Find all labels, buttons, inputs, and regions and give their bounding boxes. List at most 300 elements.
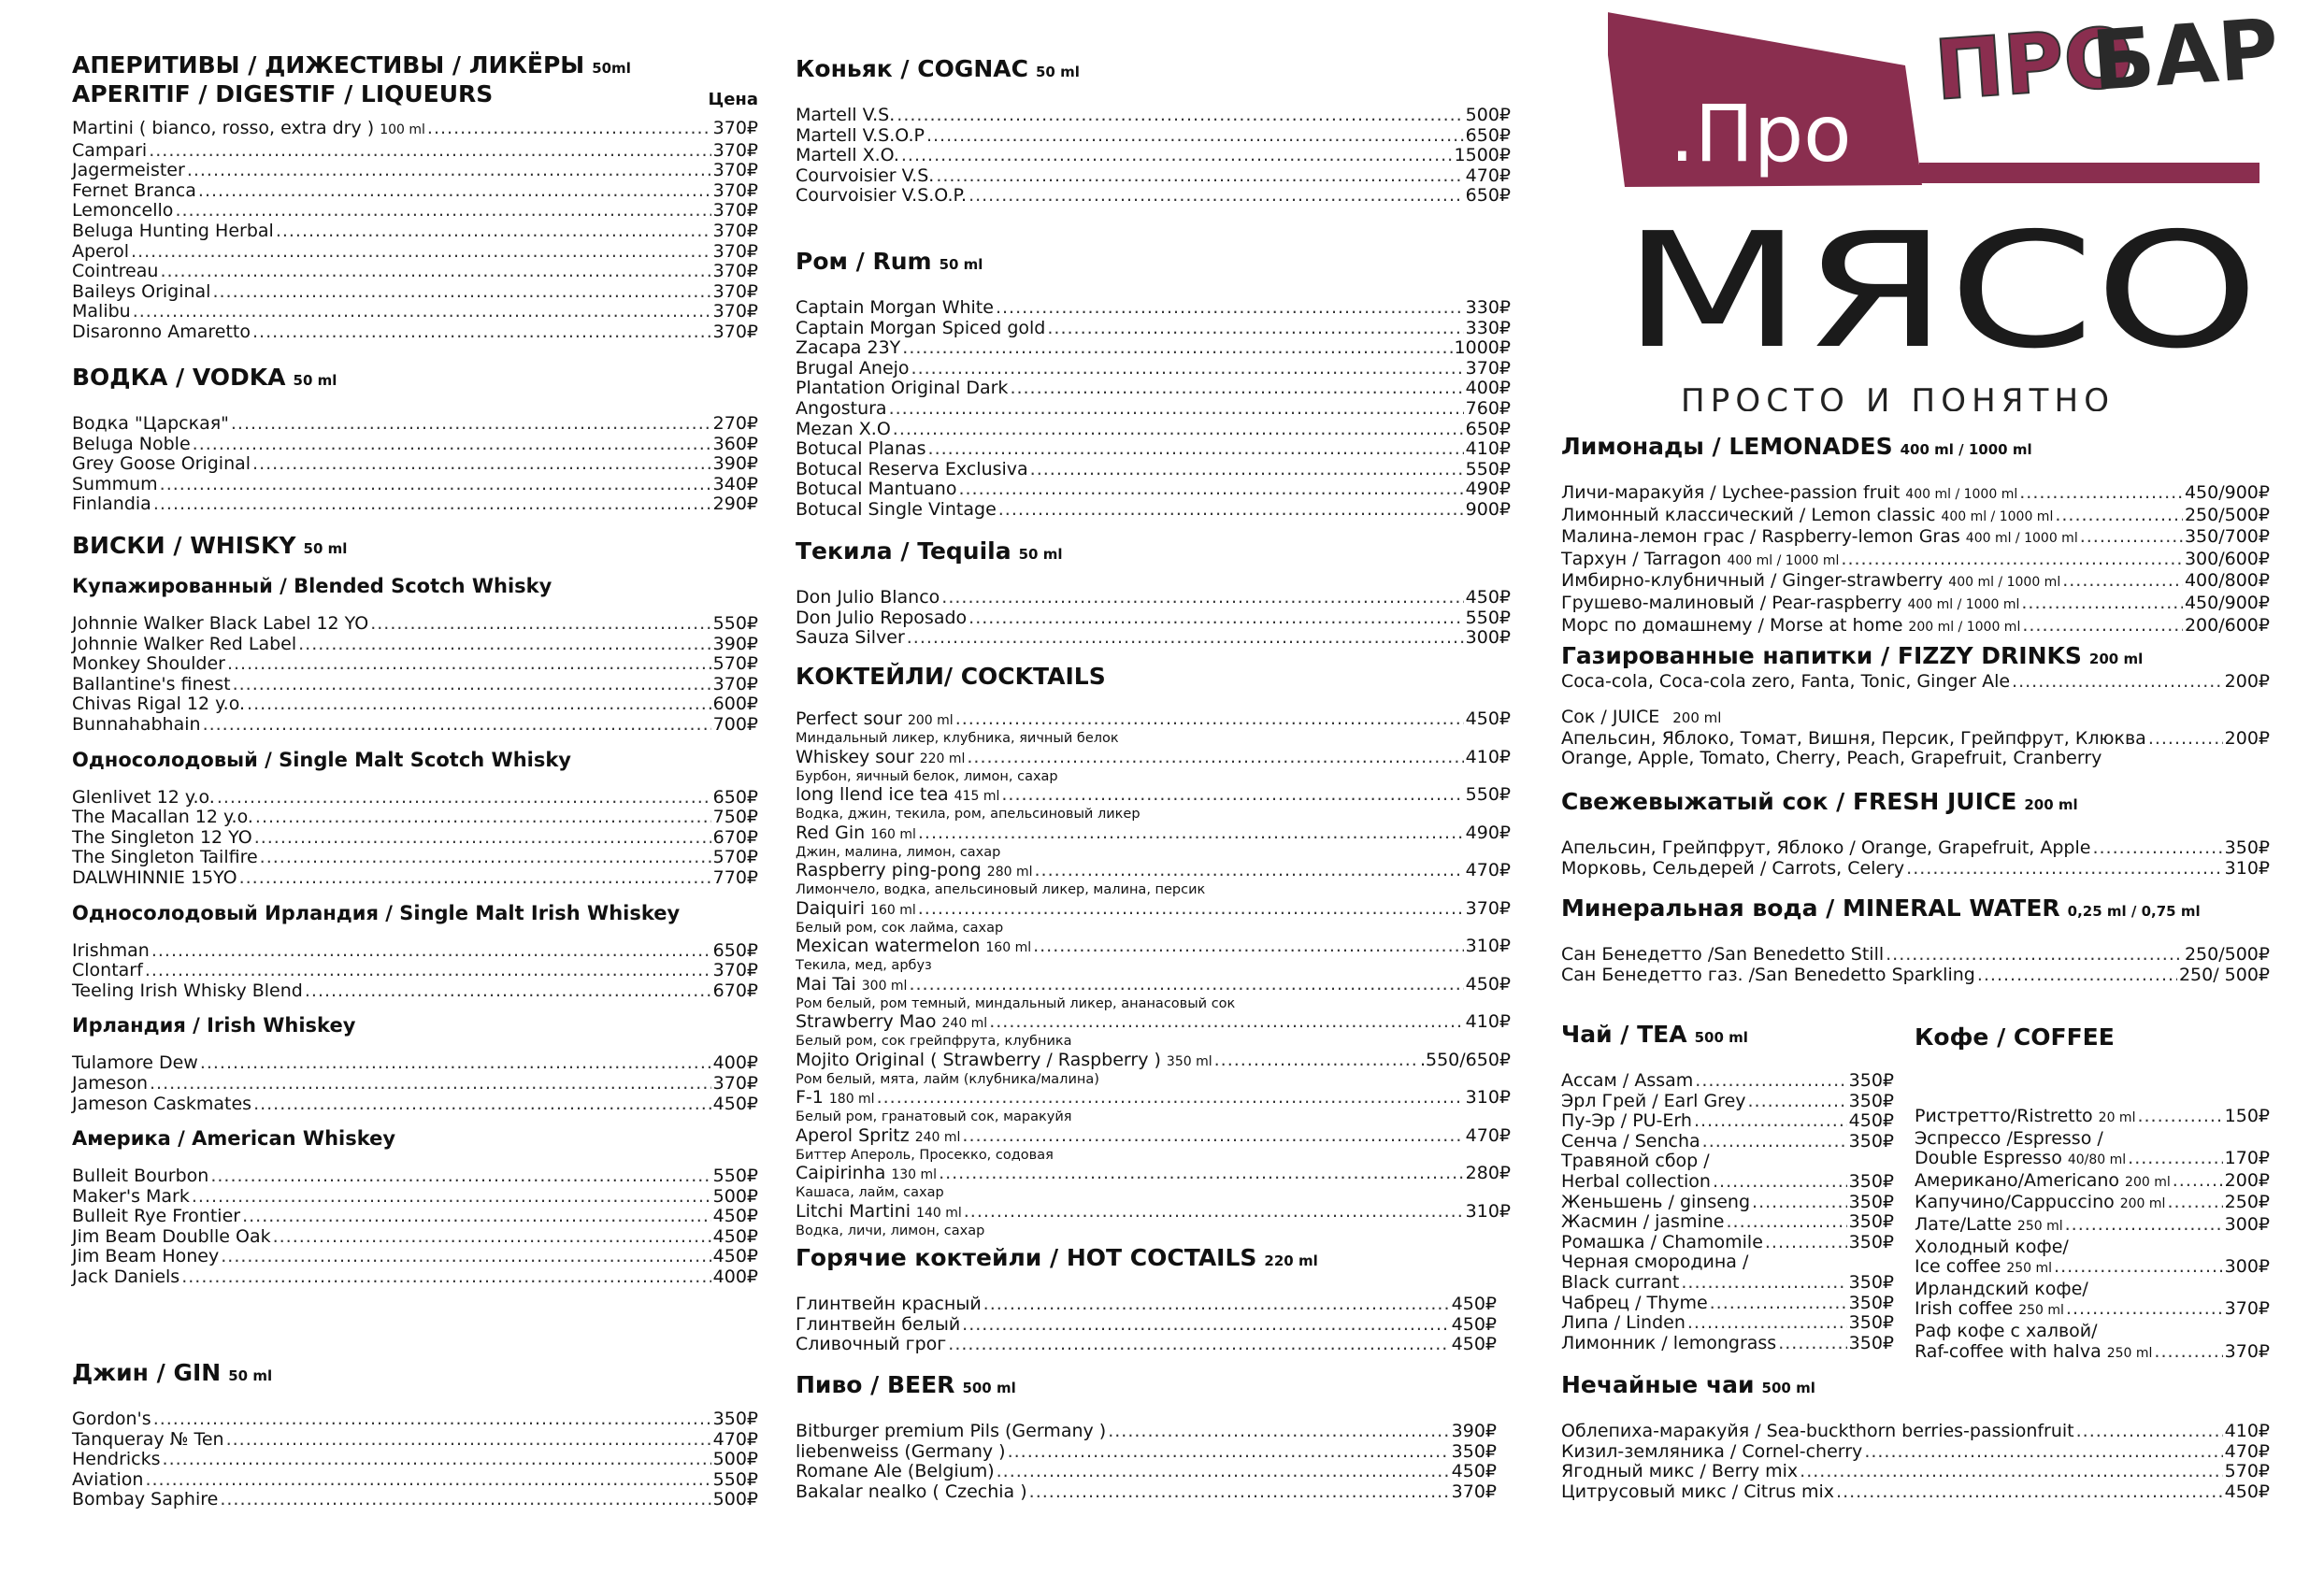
dot-leader [212,282,710,303]
item-name: Морс по домашнему / Morse at home 200 ml / 1000 ml [1561,614,2021,636]
item-price: 450/900₽ [2184,592,2270,613]
item-name: long llend ice tea 415 ml [796,784,1000,805]
menu-item [72,654,758,675]
dot-leader [2076,1422,2223,1442]
dot-leader [893,420,1464,440]
logo-probar [1931,0,2281,119]
dot-leader [153,494,711,515]
menu-item [796,399,1511,420]
dot-leader [198,181,711,202]
item-name: Ягодный микс / Berry mix [1561,1461,1799,1482]
item-price: 370₽ [712,220,758,241]
menu-item [1561,1233,1894,1253]
item-price: 250/ 500₽ [2178,964,2270,985]
dot-leader [936,166,1463,187]
item-price: 290₽ [712,494,758,515]
item-name: Mojito Original ( Strawberry / Raspberry ) 350 ml [796,1049,1212,1070]
dot-leader [2128,1149,2222,1169]
item-price: 390₽ [712,633,758,654]
item-price: 450₽ [1848,1110,1894,1132]
vodka-section [72,365,758,515]
item-name: Bitburger premium Pils (Germany ) [796,1421,1107,1441]
menu-item [72,141,758,162]
menu-item [796,479,1511,500]
menu-item [72,1166,758,1187]
menu-item [72,694,758,715]
menu-item [796,1442,1497,1463]
menu-item [796,1335,1497,1355]
tequila-list [796,588,1511,649]
item-size: 400 ml / 1000 ml [1948,575,2061,591]
dot-leader [1886,945,2183,966]
item-name: Don Julio Blanco [796,587,940,608]
menu-item [796,897,1511,920]
menu-item [72,961,758,981]
item-name: Courvoisier V.S.O.P. [796,185,968,207]
item-name: Raspberry ping-pong 280 ml [796,860,1033,880]
dot-leader [967,749,1463,766]
item-price: 350/700₽ [2184,526,2270,548]
menu-item [1561,1071,1894,1092]
item-price: 350₽ [1848,1231,1894,1252]
item-name: Johnnie Walker Red Label [72,633,297,654]
menu-item [72,435,758,455]
item-name-line: Эспрессо /Espresso / [1915,1127,2103,1149]
item-price: 490₽ [1465,822,1511,843]
menu-item [796,608,1511,629]
item-name: Jack Daniels [72,1266,180,1288]
menu-item [72,242,758,263]
item-name: Tanqueray № Ten [72,1428,224,1450]
item-size: 130 ml [891,1167,938,1182]
item-price: 400₽ [712,1052,758,1074]
menu-item [72,414,758,435]
item-name: Martell V.S. [796,105,896,125]
fizzy-list [1561,672,2270,693]
dot-leader [192,1187,711,1208]
item-name: Lemoncello [72,200,174,222]
item-price: 340₽ [712,473,758,494]
vodka-title: ВОДКА / VODKA 50 ml [72,364,337,391]
item-price: 370₽ [712,179,758,201]
item-size: 200 ml / 1000 ml [1908,619,2021,635]
menu-item [1561,1212,1894,1233]
dot-leader [2167,1193,2222,1213]
cocktail-description: Ром белый, ром темный, миндальный ликер, ананасовый сок [796,995,1236,1011]
dot-leader [2173,1171,2223,1192]
dot-leader [203,715,711,736]
item-name: Лате/Latte 250 ml [1915,1213,2063,1235]
cognac-list [796,106,1511,207]
dot-leader [962,1315,1449,1336]
item-price: 370₽ [712,160,758,181]
menu-item [796,146,1511,166]
item-price: 280₽ [1465,1163,1511,1183]
dot-leader [193,435,711,455]
dot-leader [901,146,1453,166]
menu-item [796,126,1511,147]
item-price: 390₽ [1451,1421,1497,1441]
item-name: Clontarf [72,960,143,981]
menu-item [1561,1172,1894,1193]
item-name: Romane Ale (Belgium) [796,1461,995,1482]
item-name: Кизил-земляника / Cornel-cherry [1561,1440,1863,1462]
menu-item [72,222,758,242]
menu-item [796,862,1511,881]
menu-item [72,302,758,322]
item-price: 470₽ [1465,1124,1511,1146]
item-price: 670₽ [712,826,758,848]
item-name: Bulleit Bourbon [72,1166,209,1187]
dot-leader [918,900,1464,918]
dot-leader [239,868,711,889]
item-price: 760₽ [1465,397,1511,419]
dot-leader [2021,594,2183,614]
item-name: Raf-coffee with halva 250 ml [1915,1340,2153,1362]
dot-leader [221,1247,710,1267]
menu-item [1561,1442,2270,1463]
dot-leader [2019,483,2183,504]
dot-leader [160,475,711,495]
item-price: 370₽ [1451,1481,1497,1502]
menu-item [796,338,1511,359]
item-name: Botucal Single Vintage [796,498,997,520]
item-price: 650₽ [1465,124,1511,146]
item-name: Липа / Linden [1561,1312,1686,1334]
menu-item [796,298,1511,319]
item-name: Малина-лемон грас / Raspberry-lemon Gras 400 ml / 1000 ml [1561,526,2078,548]
item-name: Fernet Branca [72,179,196,201]
item-name: Courvoisier V.S. [796,165,935,186]
item-name: Brugal Anejo [796,357,910,379]
item-price: 390₽ [712,453,758,475]
item-name: Finlandia [72,494,151,515]
item-price: 400₽ [712,1266,758,1288]
item-size: 40/80 ml [2067,1152,2127,1168]
item-name: Американо/Americano 200 ml [1915,1169,2171,1191]
menu-item [796,379,1511,399]
dot-leader [210,1166,710,1187]
menu-item [796,937,1511,957]
cocktail-description: Белый ром, гранатовый сок, маракуйя [796,1109,1072,1124]
dot-leader [1001,786,1463,804]
item-size: 200 ml [907,713,954,728]
item-price: 550₽ [712,1468,758,1490]
item-size: 250 ml [2018,1303,2064,1319]
menu-item [796,186,1511,207]
item-price: 310₽ [1465,1200,1511,1222]
item-price: 650₽ [712,786,758,808]
menu-item [796,439,1511,460]
menu-item [1915,1299,2270,1322]
whisky-section [72,533,758,1288]
item-price: 350₽ [1848,1090,1894,1111]
item-price: 350₽ [1848,1130,1894,1152]
menu-item [1561,1313,1894,1334]
item-price: 310₽ [2224,857,2270,879]
dot-leader [1687,1313,1847,1334]
dot-leader [231,414,711,435]
whisky-title: ВИСКИ / WHISKY 50 ml [72,532,348,559]
item-price: 900₽ [1465,498,1511,520]
item-name: Black currant [1561,1271,1680,1293]
cocktail-description: Лимончело, водка, апельсиновый ликер, малина, персик [796,882,1206,897]
item-size: 280 ml [986,865,1033,880]
menu-item [1561,550,2270,572]
cocktail-description: Водка, джин, текила, ром, апельсиновый ликер [796,807,1140,822]
item-name: Лимонный классический / Lemon classic 400 ml / 1000 ml [1561,504,2054,525]
item-name: Captain Morgan Spiced gold [796,317,1046,338]
menu-item [796,824,1511,844]
item-price: 370₽ [2224,1298,2270,1320]
aperitif-title-en: APERITIF / DIGESTIF / LIQUEURS Цена [72,81,758,107]
fresh-juice-title: Свежевыжатый сок / FRESH JUICE 200 ml [1561,788,2078,815]
item-price: 470₽ [712,1428,758,1450]
item-price: 370₽ [1465,897,1511,919]
item-size: 200 ml [2125,1174,2171,1190]
dot-leader [181,1267,710,1288]
logo-underline [1919,163,2259,183]
item-name: Baileys Original [72,280,211,302]
dot-leader [163,1450,711,1470]
item-price: 450₽ [1451,1294,1497,1314]
item-price: 370₽ [712,118,758,138]
item-price: 300/600₽ [2184,548,2270,569]
menu-item [72,981,758,1002]
dot-leader [1214,1052,1418,1069]
menu-item [1561,1294,1894,1314]
dot-leader [1841,550,2183,570]
item-name: Glenlivet 12 y.o. [72,786,215,808]
item-name: Malibu [72,301,131,322]
item-name: Ромашка / Chamomile [1561,1231,1763,1252]
item-price: 370₽ [712,321,758,342]
dot-leader [2154,1342,2222,1363]
dot-leader [2012,672,2223,693]
item-price: 350₽ [1848,1211,1894,1233]
dot-leader [247,694,711,715]
nontea-title: Нечайные чаи 500 ml [1561,1371,1815,1398]
item-name: Summum [72,473,158,494]
dot-leader [902,338,1452,359]
item-name: Plantation Original Dark [796,378,1009,399]
item-price: 350₽ [1848,1292,1894,1313]
item-name: Red Gin 160 ml [796,822,916,843]
menu-item [72,1430,758,1451]
item-price: 570₽ [712,847,758,868]
menu-item [796,710,1511,730]
item-price: 470₽ [2224,1440,2270,1462]
dot-leader [889,399,1464,420]
dot-leader [2137,1107,2222,1127]
nontea-section [1561,1372,2270,1502]
item-name: Сан Бенедетто /San Benedetto Still [1561,944,1885,965]
menu-item [72,675,758,695]
lemonades-list [1561,483,2270,637]
mineral-water-list [1561,945,2270,985]
item-price: 200₽ [2224,671,2270,692]
dot-leader [1906,859,2222,880]
lemonades-title: Лимонады / LEMONADES 400 ml / 1000 ml [1561,433,2032,460]
menu-item [1561,616,2270,638]
menu-item [1561,1462,2270,1482]
item-price: 200₽ [2224,1169,2270,1191]
item-price: 370₽ [712,139,758,161]
dot-leader [1681,1273,1846,1294]
dot-leader [1778,1334,1846,1354]
dot-leader [918,824,1464,842]
rum-list [796,298,1511,521]
item-price: 350₽ [1848,1070,1894,1091]
item-size: 100 ml [380,122,425,137]
item-price: 300₽ [2224,1213,2270,1235]
dot-leader [926,126,1464,147]
menu-item [796,628,1511,649]
fresh-juice-list [1561,838,2270,879]
whisky-group-title: Америка / American Whiskey [72,1127,396,1151]
item-size: 415 ml [954,789,1000,804]
item-name: Teeling Irish Whisky Blend [72,980,303,1001]
item-name: The Singleton Tailfire [72,847,258,868]
menu-item [796,420,1511,440]
dot-leader [1008,1442,1450,1463]
item-price: 250/500₽ [2184,504,2270,525]
dot-leader [252,454,711,475]
coffee-section [1915,1024,2270,1364]
dot-leader [253,1095,711,1115]
item-price: 500₽ [1465,105,1511,125]
menu-item [1915,1171,2270,1194]
dot-leader [133,302,711,322]
item-name: Aperol [72,240,130,262]
dot-leader [2062,571,2183,592]
dot-leader [260,848,711,868]
item-size: 400 ml / 1000 ml [1941,508,2054,524]
item-size: 160 ml [985,940,1032,955]
item-price: 500₽ [712,1185,758,1207]
dot-leader [958,479,1463,500]
item-price: 450₽ [1465,587,1511,608]
tequila-title: Текила / Tequila 50 ml [796,537,1063,565]
dot-leader [1748,1092,1847,1112]
item-price: 410₽ [2224,1421,2270,1441]
item-price: 450₽ [1465,708,1511,729]
menu-item [1915,1149,2270,1171]
item-name: Ассам / Assam [1561,1070,1694,1091]
item-price: 470₽ [1465,165,1511,186]
dot-leader [1710,1294,1847,1314]
item-size: 240 ml [941,1016,988,1031]
whisky-groups [72,562,758,1288]
item-price: 370₽ [1465,357,1511,379]
item-price: 450₽ [2224,1481,2270,1502]
item-price: 350₽ [2224,837,2270,858]
dot-leader [909,976,1463,994]
item-name: Женьшень / ginseng [1561,1191,1751,1212]
menu-item [796,1089,1511,1109]
aperitif-section [72,52,758,343]
mineral-water-section [1561,895,2270,985]
dot-leader [305,981,711,1002]
item-name: Grey Goose Original [72,453,251,475]
cocktail-description: Белый ром, сок грейпфрута, клубника [796,1034,1072,1049]
item-name: F-1 180 ml [796,1087,875,1108]
dot-leader [1108,1422,1449,1442]
dot-leader [911,359,1464,379]
lemonades-section [1561,434,2270,637]
dot-leader [998,500,1464,521]
item-price: 270₽ [712,413,758,434]
gin-list [72,1409,758,1510]
item-name: Botucal Planas [796,438,926,460]
cognac-title: Коньяк / COGNAC 50 ml [796,55,1080,82]
menu-item [72,808,758,828]
dot-leader [227,654,711,675]
item-name: Имбирно-клубничный / Ginger-strawberry 400 ml / 1000 ml [1561,570,2061,592]
menu-item [72,282,758,303]
cocktail-description: Белый ром, сок лайма, сахар [796,920,1004,936]
item-name: Martini ( bianco, rosso, extra dry ) 100 ml [72,118,425,138]
menu-item [1561,594,2270,616]
item-name-line: Травяной сбор / [1561,1151,1710,1172]
cocktail-description: Водка, личи, лимон, сахар [796,1223,985,1238]
item-price: 770₽ [712,866,758,888]
item-price: 550₽ [1465,784,1511,805]
dot-leader [370,614,710,635]
item-price: 350₽ [1848,1271,1894,1293]
tequila-section [796,538,1511,649]
dot-leader [427,119,711,139]
menu-item [72,181,758,202]
item-name: Coca-cola, Coca-cola zero, Fanta, Tonic, Ginger Ale [1561,671,2011,692]
vodka-list [72,414,758,515]
item-name: Perfect sour 200 ml [796,708,954,729]
item-price: .550/650₽ [1419,1049,1511,1070]
item-price: 410₽ [1465,438,1511,460]
dot-leader [1726,1212,1846,1233]
item-size: 160 ml [870,902,916,918]
item-name: Irishman [72,939,150,961]
menu-item [796,1124,1511,1147]
menu-item [796,1462,1497,1482]
item-size: 240 ml [914,1129,961,1145]
item-price: 450₽ [712,1246,758,1267]
aperitif-title-ru: АПЕРИТИВЫ / ДИЖЕСТИВЫ / ЛИКЁРЫ 50ml [72,51,631,79]
menu-item [72,1470,758,1491]
item-price: 250/500₽ [2184,944,2270,965]
menu-item [1561,838,2270,859]
coffee-list [1915,1107,2270,1364]
dot-leader [1800,1462,2222,1482]
dot-leader [276,222,711,242]
dot-leader [145,1470,710,1491]
item-size: 250 ml [2006,1261,2053,1277]
item-price: 200/600₽ [2184,614,2270,636]
item-name: Капучино/Cappuccino 200 ml [1915,1192,2166,1213]
item-name: Campari [72,139,148,161]
dot-leader [1030,460,1464,480]
menu-item [1561,1132,1894,1152]
item-size: 20 ml [2098,1110,2136,1125]
menu-item [72,1450,758,1470]
item-name: Сливочный грог [796,1334,947,1355]
dot-leader [928,439,1464,460]
dot-leader [1694,1111,1847,1132]
item-price: 550₽ [1465,607,1511,628]
item-price: 310₽ [1465,936,1511,956]
item-price: 370₽ [712,1072,758,1094]
beer-section [796,1372,1497,1502]
